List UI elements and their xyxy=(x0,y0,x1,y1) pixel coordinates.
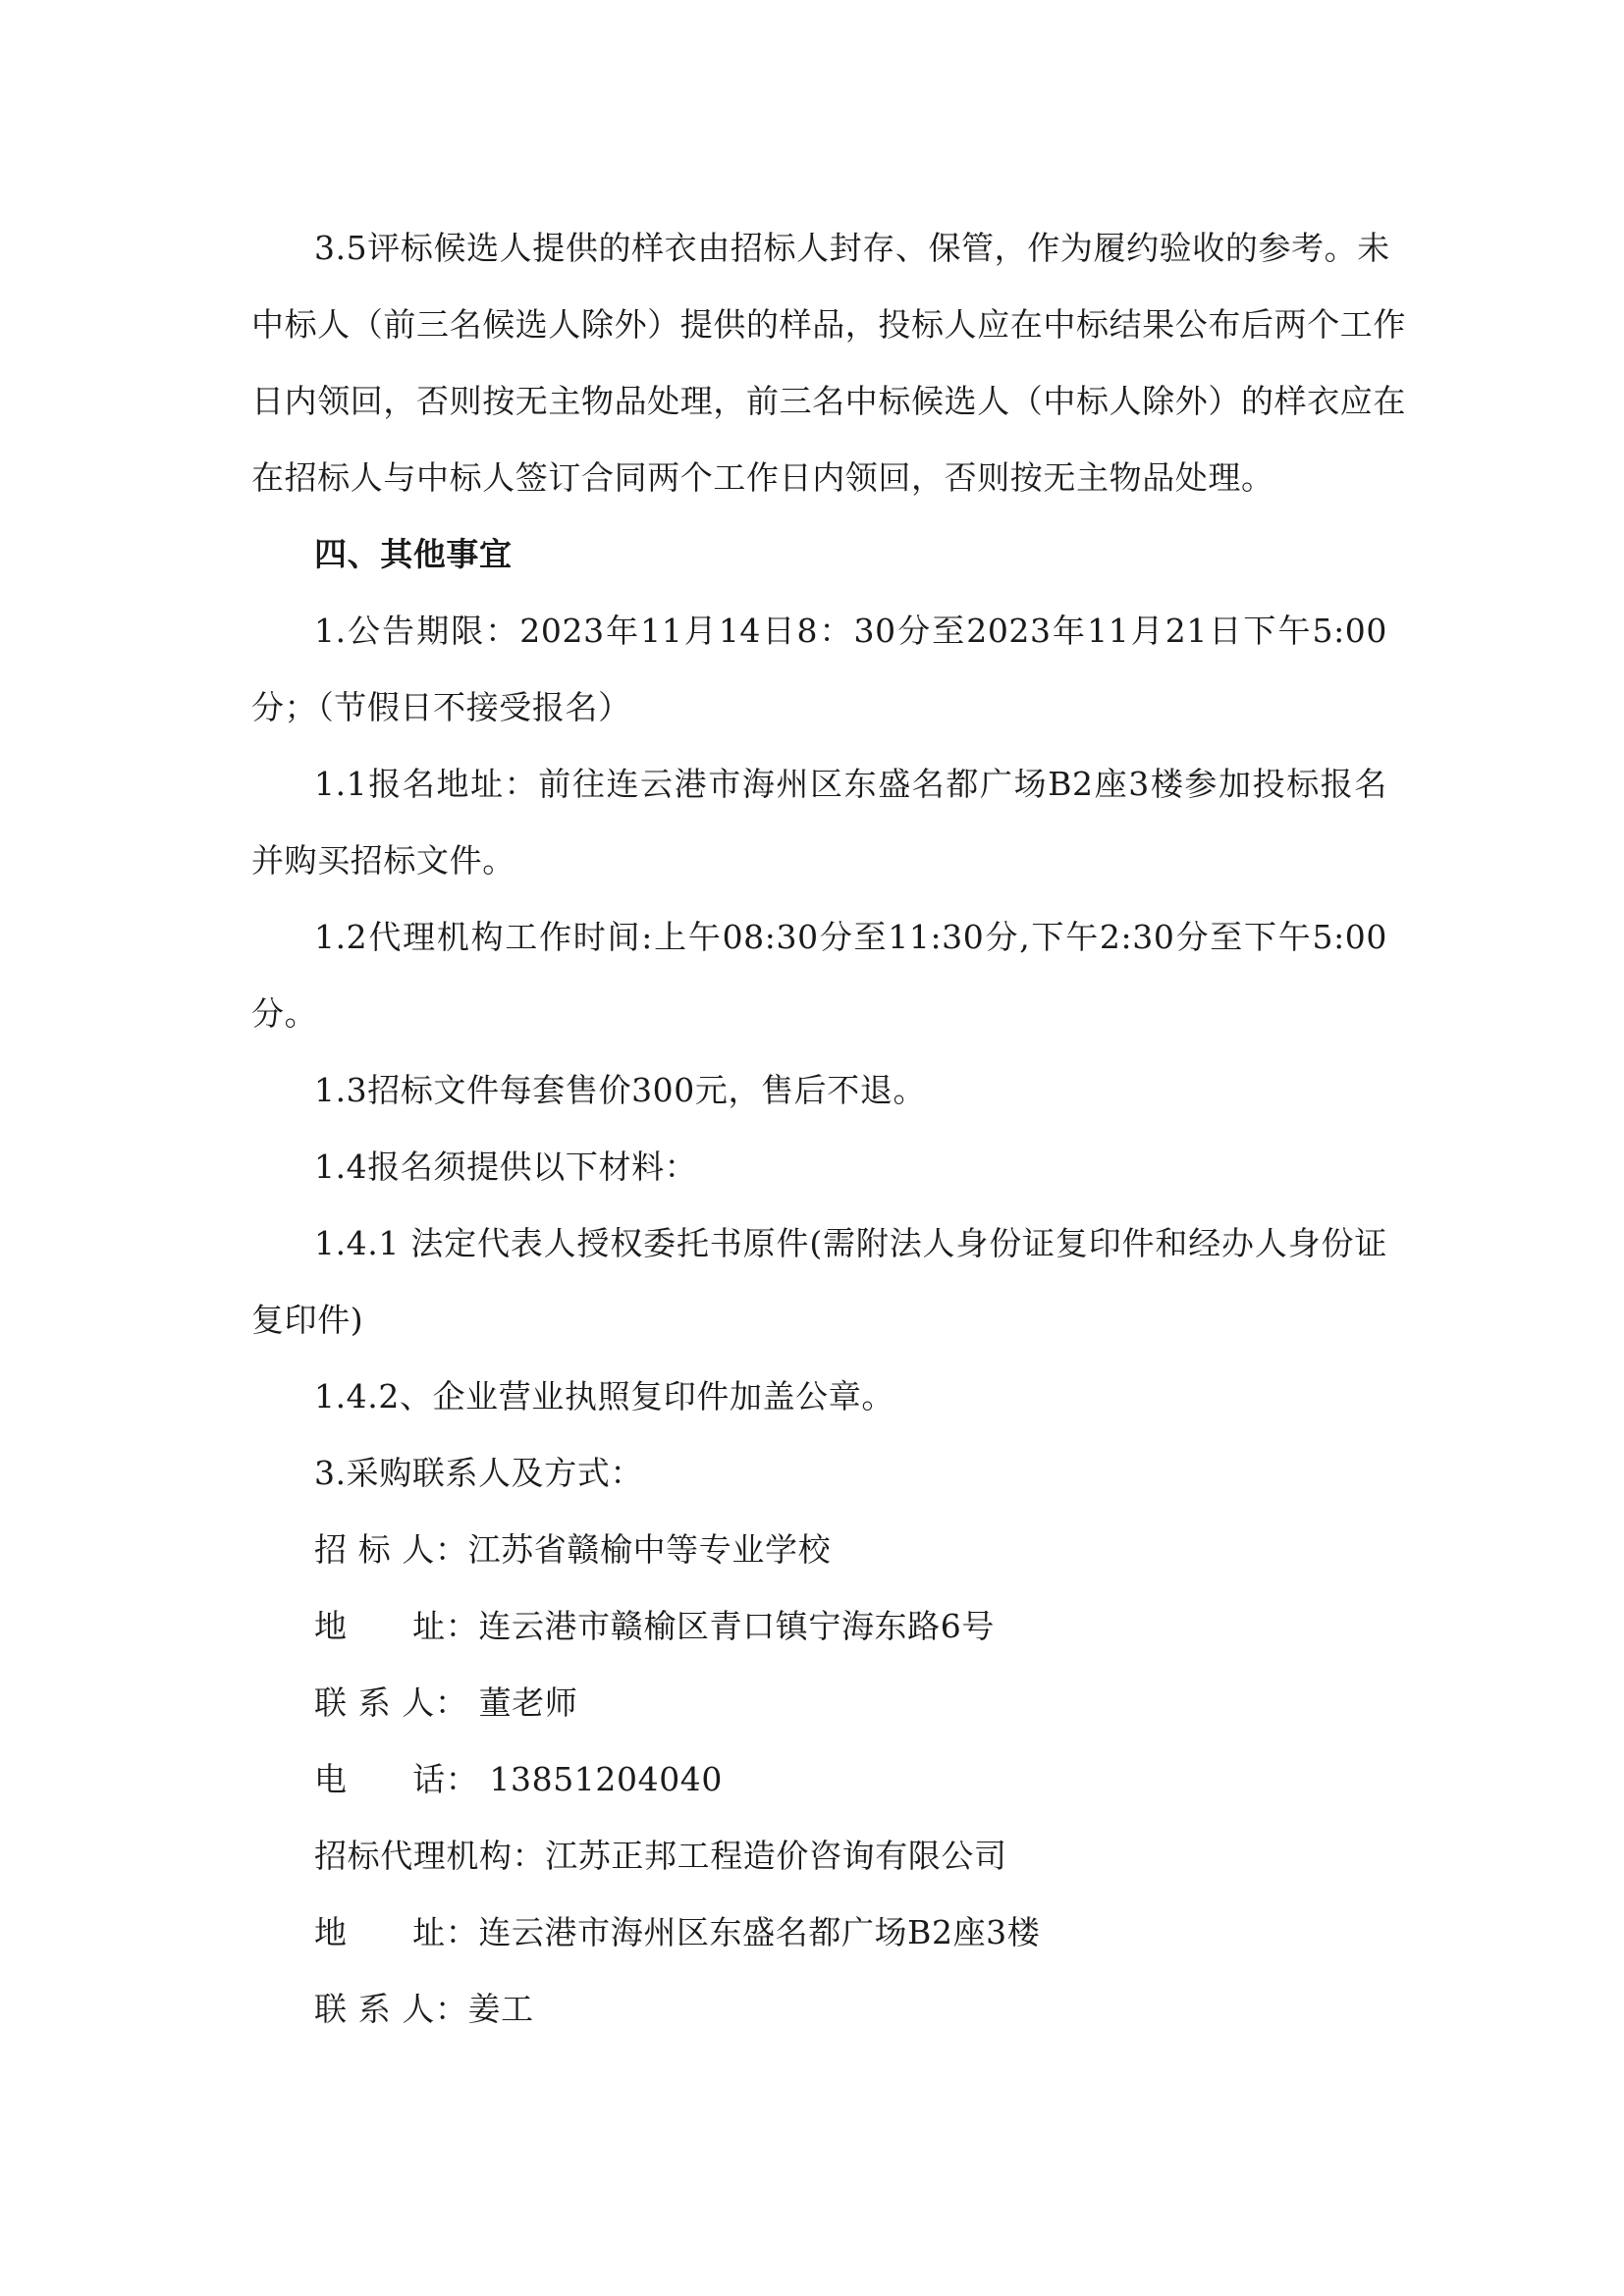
contact-agency: 招标代理机构：江苏正邦工程造价咨询有限公司 xyxy=(314,1837,1007,1875)
section-heading-other-matters: 四、其他事宜 xyxy=(314,535,513,573)
contact-tenderer-address: 地 址：连云港市赣榆区青口镇宁海东路6号 xyxy=(314,1607,995,1645)
paragraph-3-5-line-1: 3.5评标候选人提供的样衣由招标人封存、保管，作为履约验收的参考。未 xyxy=(314,229,1390,267)
item-1-4-1-line-1: 1.4.1 法定代表人授权委托书原件(需附法人身份证复印件和经办人身份证 xyxy=(314,1224,1387,1262)
item-1-1-line-2: 并购买招标文件。 xyxy=(251,841,515,880)
item-1-2-line-2: 分。 xyxy=(251,994,318,1033)
contact-agency-person: 联 系 人：姜工 xyxy=(314,1990,534,2028)
paragraph-3-5-line-2: 中标人（前三名候选人除外）提供的样品，投标人应在中标结果公布后两个工作 xyxy=(251,305,1406,344)
item-3-contacts-heading: 3.采购联系人及方式： xyxy=(314,1454,644,1492)
contact-tenderer: 招 标 人：江苏省赣榆中等专业学校 xyxy=(314,1530,832,1569)
contact-agency-address: 地 址：连云港市海州区东盛名都广场B2座3楼 xyxy=(314,1913,1041,1951)
item-1-line-2: 分；（节假日不接受报名） xyxy=(251,688,631,726)
item-1-4-2: 1.4.2、企业营业执照复印件加盖公章。 xyxy=(314,1377,894,1415)
item-1-3: 1.3招标文件每套售价300元，售后不退。 xyxy=(314,1071,927,1109)
contact-tenderer-phone: 电 话： 13851204040 xyxy=(314,1760,723,1798)
item-1-1-line-1: 1.1报名地址：前往连云港市海州区东盛名都广场B2座3楼参加投标报名 xyxy=(314,765,1387,803)
paragraph-3-5-line-3: 日内领回，否则按无主物品处理，前三名中标候选人（中标人除外）的样衣应在 xyxy=(251,382,1406,420)
paragraph-3-5-line-4: 在招标人与中标人签订合同两个工作日内领回，否则按无主物品处理。 xyxy=(251,458,1274,497)
item-1-4: 1.4报名须提供以下材料： xyxy=(314,1148,698,1186)
contact-tenderer-person: 联 系 人： 董老师 xyxy=(314,1683,578,1722)
item-1-line-1: 1.公告期限：2023年11月14日8：30分至2023年11月21日下午5:00 xyxy=(314,612,1387,650)
item-1-4-1-line-2: 复印件) xyxy=(251,1301,364,1339)
item-1-2-line-1: 1.2代理机构工作时间:上午08:30分至11:30分,下午2:30分至下午5:00 xyxy=(314,918,1387,956)
